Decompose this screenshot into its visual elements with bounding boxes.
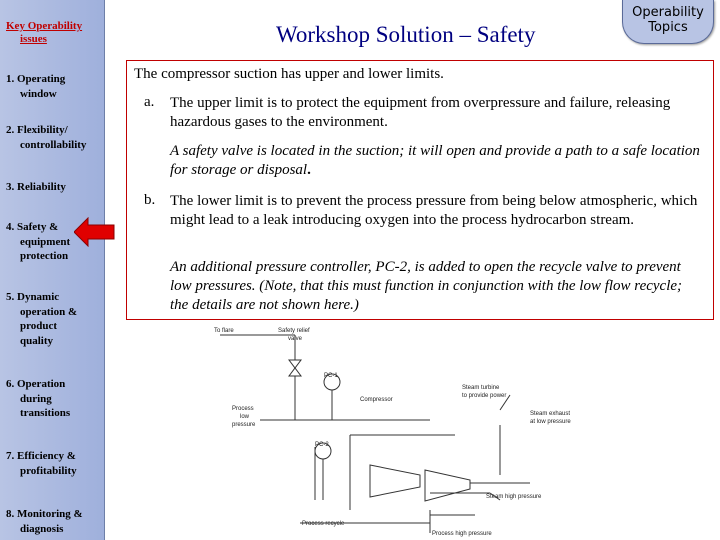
- sidebar-item-reliability[interactable]: [6, 180, 66, 195]
- item-label: diagnosis: [20, 522, 64, 535]
- item-label: 6. Operation: [6, 378, 66, 390]
- item-label: controllability: [20, 138, 87, 151]
- operability-topics-button[interactable]: [622, 0, 714, 44]
- label-to-flare: To flare: [214, 328, 234, 334]
- operability-sidebar: [0, 0, 105, 540]
- label-process-recycle: Process recycle: [302, 521, 345, 527]
- label-process-high: Process high pressure: [432, 531, 492, 537]
- label-safety-relief-2: valve: [288, 336, 303, 342]
- upper-limit-text: The upper limit is to protect the equipment from overpressure and failure, releasing hazardous gases to the environment.: [170, 95, 671, 130]
- sidebar-title-line1: Key Operability: [6, 20, 83, 32]
- item-label: 7. Efficiency &: [6, 450, 76, 462]
- item-label: operation &: [20, 305, 78, 318]
- sidebar-item-flexibility[interactable]: [6, 123, 86, 152]
- list-marker-b: b.: [144, 192, 156, 208]
- label-steam-exhaust-2: at low pressure: [530, 419, 571, 425]
- sidebar-title-line2: issues: [20, 33, 47, 45]
- intro-text: The compressor suction has upper and lower limits.: [134, 66, 444, 82]
- label-process-low-1: Process: [232, 406, 254, 412]
- item-label: transitions: [20, 407, 71, 419]
- item-label: quality: [20, 334, 54, 347]
- sidebar-title[interactable]: [6, 20, 82, 46]
- topics-button-label: Operability: [632, 5, 704, 20]
- list-marker-a: a.: [144, 94, 155, 110]
- item-label: 4. Safety &: [6, 221, 59, 233]
- label-pc1: PC-1: [324, 373, 338, 379]
- label-steam-turbine-2: to provide power: [462, 393, 507, 399]
- sidebar-item-efficiency[interactable]: [6, 449, 77, 478]
- item-label: equipment: [20, 235, 71, 248]
- sidebar-item-operating-window[interactable]: [6, 72, 65, 101]
- label-process-low-3: pressure: [232, 422, 256, 428]
- current-topic-arrow-icon: [74, 217, 116, 247]
- item-label: protection: [20, 250, 69, 262]
- label-steam-high: Steam high pressure: [486, 494, 542, 500]
- safety-valve-note: [170, 142, 700, 180]
- sidebar-item-transitions[interactable]: [6, 377, 70, 421]
- sidebar-item-safety[interactable]: [6, 220, 70, 264]
- item-label: profitability: [20, 464, 77, 477]
- label-pc2: PC-2: [315, 442, 329, 448]
- pressure-controller-note: An additional pressure controller, PC-2, is added to open the recycle valve to prevent low pressures. (Note, that this must function in conjunction with the low flow recycle; the details are not shown here.): [170, 259, 683, 313]
- topics-button-label: Topics: [648, 20, 688, 35]
- safety-valve-note-text: A safety valve is located in the suction; it will open and provide a path to a safe location for storage or disposal: [170, 143, 700, 178]
- item-label: 3. Reliability: [6, 181, 66, 193]
- sidebar-item-dynamic-operation[interactable]: [6, 290, 77, 348]
- item-label: product: [20, 320, 58, 332]
- sidebar-item-monitoring[interactable]: [6, 507, 83, 536]
- compressor-safety-diagram: [200, 325, 600, 537]
- label-compressor: Compressor: [360, 397, 393, 403]
- label-safety-relief-1: Safety relief: [278, 328, 310, 334]
- item-label: 5. Dynamic: [6, 291, 60, 303]
- item-label: 8. Monitoring &: [6, 508, 83, 520]
- note-period: .: [307, 162, 311, 178]
- item-label: 1. Operating: [6, 73, 66, 85]
- label-process-low-2: low: [240, 414, 250, 420]
- label-steam-turbine-1: Steam turbine: [462, 385, 500, 391]
- page-title: Workshop Solution – Safety: [276, 22, 536, 47]
- item-label: during: [20, 392, 52, 405]
- lower-limit-text: The lower limit is to prevent the process pressure from being below atmospheric, which might lead to a leak introducing oxygen into the process hydrocarbon stream.: [170, 193, 698, 228]
- label-steam-exhaust-1: Steam exhaust: [530, 411, 571, 417]
- item-label: 2. Flexibility/: [6, 124, 68, 136]
- item-label: window: [20, 87, 57, 100]
